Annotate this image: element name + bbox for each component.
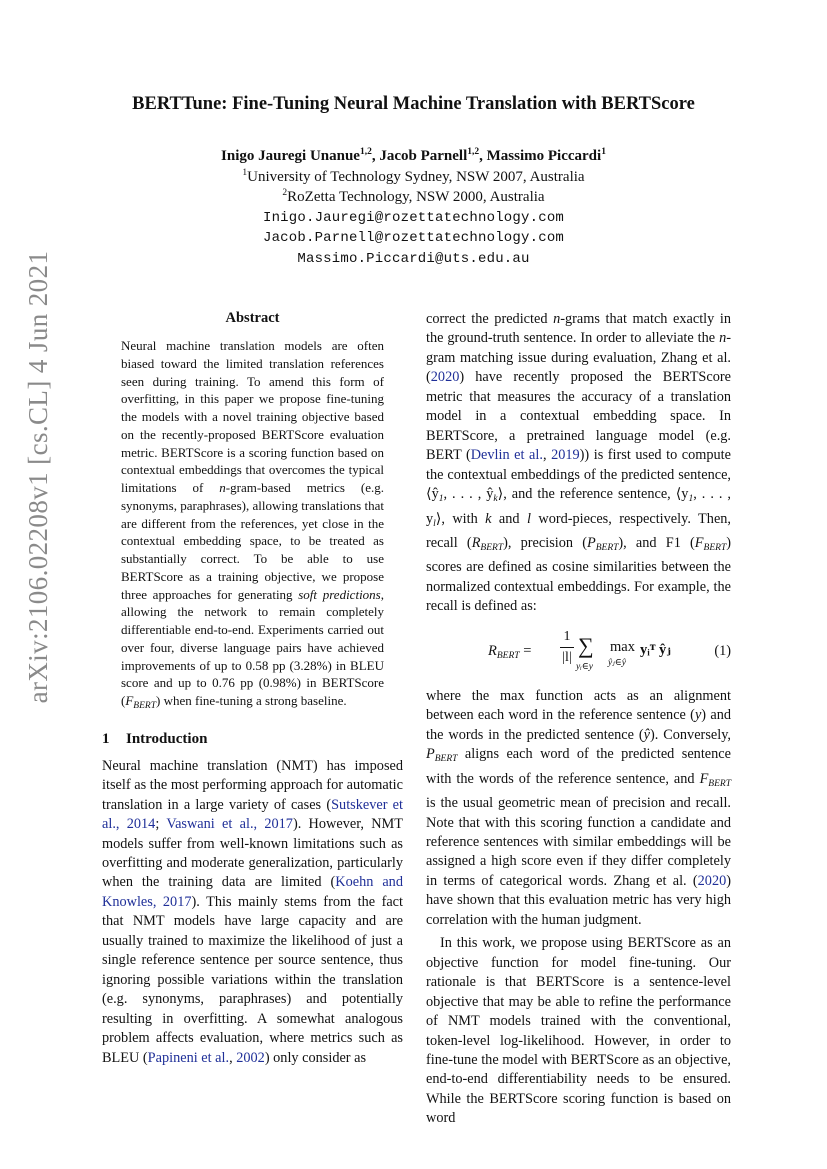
author-name: Jacob Parnell (379, 148, 468, 164)
body-paragraph: where the max function acts as an alignment between each word in the reference sentence (y) and the words in the predicted sentence (ŷ). Conversely, $P_{BERT}$ aligns each word of the predicted sentence with the words of the reference sentence, and $F_{BERT}$ is the usual geometric mean of precision and recall. Note that with this scoring function a candidate and reference sentences with similar embeddings will be assigned a high score even if they differ completely in terms of categorical words. Zhang et al. (2020) have shown that this evaluation metric has very high correlation with the human judgment. (426, 687, 731, 928)
body-paragraph: In this work, we propose using BERTScore as an objective function for model fine-tuning. Our rationale is that BERTScore is a sentence-level objective that may be able to refine the performance of NMT models trained with the conventional, token-level log-likelihood. However, in order to fine-tune the model with BERTScore as an objective, end-to-end differentiability needs to be ensured. While the BERTScore scoring function is based on word (426, 935, 731, 1127)
abstract-body: Neural machine translation models are often biased toward the limited translation references seen during training. To amend this form of overfitting, in this paper we propose fine-tuning the models with a novel training objective based on the recently-proposed BERTScore evaluation metric. BERTScore is a scoring function based on contextual embeddings that overcomes the typical limitations of n-gram-based metrics (e.g. synonyms, paraphrases), allowing translations that are different from the references, yet close in the contextual embedding space, to be treated as substantially correct. To be able to use BERTScore as a training objective, we propose three approaches for generating soft predictions, allowing the network to remain completely differentiable end-to-end. Experiments carried out over four, diverse language pairs have achieved improvements of up to 0.58 pp (3.28%) in BLEU score and up to 0.76 pp (0.98%) in BERTScore $(F_{BERT})$ when fine-tuning a strong baseline. (121, 338, 384, 711)
citation-link[interactable]: 2020 (430, 369, 460, 386)
intro-paragraph: Neural machine translation (NMT) has imposed itself as the most performing approach for automatic translation in a large variety of cases (Sutskever et al., 2014; Vaswani et al., 2017). However, NMT models suffer from well-known limitations such as overfitting and moderate generalization, particularly when the training data are limited (Koehn and Knowles, 2017). This mainly stems from the fact that NMT models have large capacity and are usually trained to maximize the likelihood of just a single reference sentence per source sentence, thus ignoring possible variations within the translation (e.g. synonyms, paraphrases) and potentially resulting in overfitting. A somewhat analogous problem affects evaluation, where metrics such as BLEU (Papineni et al., 2002) only consider as (102, 757, 403, 1066)
right-column (426, 310, 731, 1129)
author-email: Massimo.Piccardi@uts.edu.au (297, 250, 530, 267)
citation-link[interactable]: 2020 (697, 872, 727, 889)
author-names: Inigo Jauregi Unanue$^{1,2}$, Jacob Parnell$^{1,2}$, Massimo Piccardi$^1$ (221, 147, 606, 164)
arxiv-stamp: arXiv:2106.02208v1 [cs.CL] 4 Jun 2021 (23, 250, 53, 704)
affiliation-2: $^2$RoZetta Technology, NSW 2000, Australia (282, 188, 545, 205)
affiliation-1: $^1$University of Technology Sydney, NSW 2007, Australia (242, 167, 585, 185)
author-affil-mark: 1,2 (359, 147, 372, 157)
author-block (0, 146, 827, 269)
citation-link[interactable]: Devlin et al. (470, 447, 543, 464)
left-column (102, 310, 403, 1068)
author-affil-mark: 1 (601, 147, 606, 157)
author-name: Inigo Jauregi Unanue (221, 148, 360, 164)
body-paragraph: correct the predicted n-grams that match exactly in the ground-truth sentence. In order to alleviate the n-gram matching issue during evaluation, Zhang et al. (2020) have recently proposed the BERTScore metric that measures the accuracy of a translation model in a contextual embedding space. In BERTScore, a pretrained language model (e.g. BERT (Devlin et al., 2019)) is first used to compute the contextual embeddings of the predicted sentence, $⟨ŷ_1$, . . . , $ŷ_k⟩$, and the reference sentence, $⟨y_1$, . . . , $y_l⟩$, with k and l word-pieces, respectively. Then, recall $(R_{BERT})$, precision $(P_{BERT})$, and F1 $(F_{BERT})$ scores are defined as cosine similarities between the normalized contextual embeddings. For example, the recall is defined as: (426, 311, 732, 615)
equation-1 (426, 627, 731, 679)
emphasis: soft predictions (298, 586, 381, 602)
equation-lhs: $R_{BERT}$ = (488, 642, 532, 661)
citation-link[interactable]: Vaswani et al., 2017 (166, 816, 293, 833)
abstract-heading: Abstract (225, 310, 280, 326)
max-subscript: ŷⱼ∈ŷ (608, 657, 626, 668)
citation-link[interactable]: Papineni et al. (147, 1049, 230, 1066)
equation-rhs: yᵢᵀ ŷⱼ (640, 641, 671, 658)
section-heading-introduction: 1 Introduction (102, 730, 208, 747)
equation-number: (1) (714, 642, 731, 659)
citation-link[interactable]: 2002 (236, 1049, 265, 1066)
author-affil-mark: 1,2 (467, 147, 480, 157)
author-name: Massimo Piccardi (486, 148, 602, 164)
citation-link[interactable]: Koehn and Knowles, 2017 (102, 874, 403, 910)
author-email: Jacob.Parnell@rozettatechnology.com (262, 230, 565, 246)
citation-link[interactable]: 2019 (551, 447, 580, 464)
summation-symbol: ∑ (578, 632, 594, 658)
equation-fraction: 1 |l| (560, 629, 574, 666)
paper-title: BERTTune: Fine-Tuning Neural Machine Translation with BERTScore (132, 94, 695, 114)
citation-link[interactable]: Sutskever et al., 2014 (102, 796, 403, 833)
author-email: Inigo.Jauregi@rozettatechnology.com (262, 209, 565, 226)
summation-subscript: yᵢ∈y (576, 661, 593, 672)
max-operator: max (610, 638, 635, 655)
